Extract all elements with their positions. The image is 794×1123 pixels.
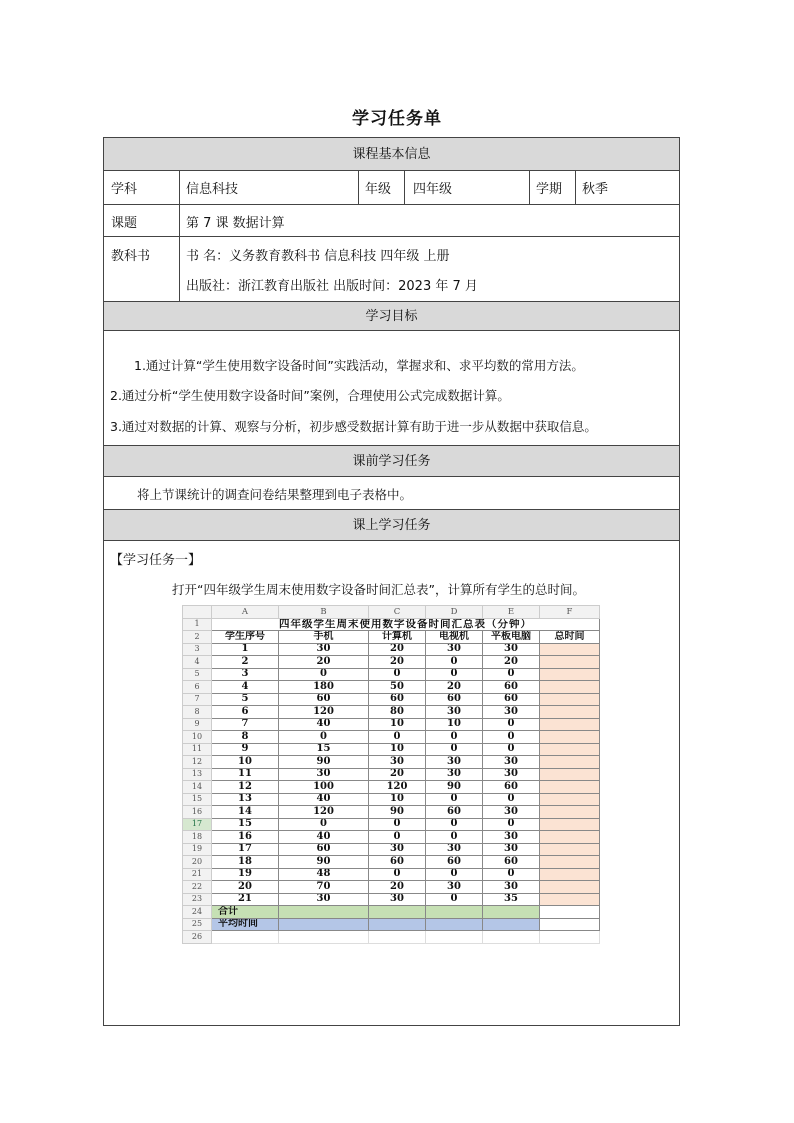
table-cell: 80 (369, 706, 426, 719)
table-cell: 8 (212, 731, 279, 744)
table-row (183, 668, 600, 681)
table-cell: 35 (483, 893, 540, 906)
row-number: 20 (183, 856, 212, 869)
table-row (183, 781, 600, 794)
table-cell: 10 (369, 743, 426, 756)
table-cell: 12 (212, 781, 279, 794)
row-number: 6 (183, 681, 212, 694)
total-cell (540, 856, 600, 869)
table-row (183, 631, 600, 644)
table-cell: 30 (483, 843, 540, 856)
goal-2: 2.通过分析“学生使用数字设备时间”案例，合理使用公式完成数据计算。 (110, 388, 510, 403)
table-cell: 30 (426, 881, 483, 894)
table-cell: 60 (279, 843, 369, 856)
table-cell: 120 (279, 706, 369, 719)
grade-value: 四年级 (413, 182, 453, 197)
table-cell: 0 (426, 656, 483, 669)
row-number: 17 (183, 818, 212, 831)
textbook-label: 教科书 (111, 249, 151, 264)
table-cell: 0 (426, 731, 483, 744)
table-cell: 20 (369, 881, 426, 894)
table-row (183, 806, 600, 819)
table-cell: 3 (212, 668, 279, 681)
row-number: 1 (183, 618, 212, 631)
table-cell: 20 (426, 681, 483, 694)
table-row (183, 743, 600, 756)
table-cell: 40 (279, 831, 369, 844)
column-letter: D (426, 606, 483, 619)
table-cell: 14 (212, 806, 279, 819)
table-cell: 13 (212, 793, 279, 806)
section-goals: 学习目标 (104, 301, 679, 331)
table-cell: 10 (369, 793, 426, 806)
table-cell: 20 (212, 881, 279, 894)
table-cell: 0 (279, 731, 369, 744)
spreadsheet-grid (182, 605, 600, 944)
corner-cell (183, 606, 212, 619)
table-row (183, 656, 600, 669)
row-number: 16 (183, 806, 212, 819)
table-cell: 20 (483, 656, 540, 669)
sum-cell (540, 906, 600, 919)
total-cell (540, 643, 600, 656)
table-cell: 0 (483, 868, 540, 881)
table-cell: 90 (279, 756, 369, 769)
column-header: 总时间 (540, 631, 600, 644)
total-cell (540, 693, 600, 706)
row-number: 25 (183, 918, 212, 931)
table-cell: 90 (279, 856, 369, 869)
row-number: 7 (183, 693, 212, 706)
table-cell: 10 (212, 756, 279, 769)
table-cell: 90 (426, 781, 483, 794)
row-number: 24 (183, 906, 212, 919)
table-cell: 50 (369, 681, 426, 694)
sum-cell (426, 906, 483, 919)
table-row (183, 831, 600, 844)
table-cell: 30 (483, 881, 540, 894)
table-row (183, 756, 600, 769)
average-cell (426, 918, 483, 931)
pre-task-text: 将上节课统计的调查问卷结果整理到电子表格中。 (137, 487, 413, 502)
subject-value: 信息科技 (186, 182, 239, 197)
table-cell: 180 (279, 681, 369, 694)
total-cell (540, 843, 600, 856)
table-row (183, 618, 600, 631)
table-cell: 60 (426, 693, 483, 706)
table-cell: 100 (279, 781, 369, 794)
table-cell: 30 (279, 768, 369, 781)
table-cell: 30 (483, 706, 540, 719)
term-value: 秋季 (582, 182, 609, 197)
section-basic-info: 课程基本信息 (104, 138, 679, 171)
table-cell: 0 (426, 868, 483, 881)
table-cell: 15 (279, 743, 369, 756)
spreadsheet-image (182, 605, 599, 941)
column-header: 电视机 (426, 631, 483, 644)
table-cell: 30 (426, 756, 483, 769)
row-number: 5 (183, 668, 212, 681)
empty-cell (279, 931, 369, 944)
column-letter: E (483, 606, 540, 619)
empty-cell (540, 931, 600, 944)
table-cell: 60 (279, 693, 369, 706)
row-number: 26 (183, 931, 212, 944)
table-cell: 0 (483, 743, 540, 756)
column-header: 计算机 (369, 631, 426, 644)
table-row (183, 856, 600, 869)
table-cell: 30 (426, 843, 483, 856)
column-header: 手机 (279, 631, 369, 644)
table-cell: 18 (212, 856, 279, 869)
table-cell: 30 (483, 768, 540, 781)
table-cell: 7 (212, 718, 279, 731)
table-cell: 30 (279, 643, 369, 656)
total-cell (540, 706, 600, 719)
page-title: 学习任务单 (352, 109, 442, 129)
column-letter: B (279, 606, 369, 619)
total-cell (540, 718, 600, 731)
total-cell (540, 743, 600, 756)
table-cell: 90 (369, 806, 426, 819)
table-cell: 1 (212, 643, 279, 656)
table-cell: 20 (369, 643, 426, 656)
row-number: 22 (183, 881, 212, 894)
column-header: 学生序号 (212, 631, 279, 644)
table-cell: 20 (369, 768, 426, 781)
divider (104, 236, 679, 237)
row-number: 2 (183, 631, 212, 644)
divider (404, 171, 405, 204)
table-cell: 6 (212, 706, 279, 719)
table-cell: 0 (426, 668, 483, 681)
row-number: 15 (183, 793, 212, 806)
average-label: 平均时间 (212, 918, 279, 931)
total-cell (540, 731, 600, 744)
table-cell: 60 (483, 856, 540, 869)
average-cell (369, 918, 426, 931)
task1-text: 打开“四年级学生周末使用数字设备时间汇总表”，计算所有学生的总时间。 (172, 582, 585, 597)
table-cell: 0 (279, 818, 369, 831)
table-row (183, 881, 600, 894)
table-cell: 120 (279, 806, 369, 819)
table-cell: 0 (369, 818, 426, 831)
total-cell (540, 756, 600, 769)
table-cell: 4 (212, 681, 279, 694)
table-cell: 30 (426, 768, 483, 781)
row-number: 8 (183, 706, 212, 719)
table-cell: 60 (369, 693, 426, 706)
sum-cell (483, 906, 540, 919)
table-row (183, 731, 600, 744)
table-cell: 2 (212, 656, 279, 669)
sum-cell (369, 906, 426, 919)
table-cell: 21 (212, 893, 279, 906)
table-cell: 40 (279, 793, 369, 806)
sum-row (183, 906, 600, 919)
average-cell (483, 918, 540, 931)
table-cell: 48 (279, 868, 369, 881)
average-cell (540, 918, 600, 931)
total-cell (540, 668, 600, 681)
row-number: 12 (183, 756, 212, 769)
term-label: 学期 (536, 182, 563, 197)
row-number: 18 (183, 831, 212, 844)
textbook-publisher: 出版社：浙江教育出版社 出版时间：2023 年 7 月 (186, 279, 478, 294)
table-cell: 20 (369, 656, 426, 669)
table-cell: 70 (279, 881, 369, 894)
empty-cell (426, 931, 483, 944)
textbook-name: 书 名：义务教育教科书 信息科技 四年级 上册 (186, 249, 450, 264)
table-cell: 30 (369, 843, 426, 856)
row-number: 21 (183, 868, 212, 881)
table-cell: 0 (426, 743, 483, 756)
table-cell: 19 (212, 868, 279, 881)
total-cell (540, 656, 600, 669)
table-row (183, 681, 600, 694)
table-cell: 30 (483, 806, 540, 819)
table-cell: 0 (369, 668, 426, 681)
total-cell (540, 806, 600, 819)
row-number: 11 (183, 743, 212, 756)
total-cell (540, 681, 600, 694)
table-cell: 60 (483, 681, 540, 694)
table-cell: 15 (212, 818, 279, 831)
goal-1: 1.通过计算“学生使用数字设备时间”实践活动，掌握求和、求平均数的常用方法。 (134, 358, 584, 373)
table-cell: 0 (483, 731, 540, 744)
goal-3: 3.通过对数据的计算、观察与分析，初步感受数据计算有助于进一步从数据中获取信息。 (110, 419, 597, 434)
table-row (183, 693, 600, 706)
table-cell: 5 (212, 693, 279, 706)
total-cell (540, 768, 600, 781)
table-cell: 60 (426, 856, 483, 869)
table-cell: 30 (369, 893, 426, 906)
column-letter: F (540, 606, 600, 619)
table-cell: 9 (212, 743, 279, 756)
row-number: 9 (183, 718, 212, 731)
table-cell: 120 (369, 781, 426, 794)
row-number: 13 (183, 768, 212, 781)
table-cell: 60 (483, 693, 540, 706)
divider (358, 171, 359, 204)
empty-cell (483, 931, 540, 944)
divider (575, 171, 576, 204)
table-cell: 16 (212, 831, 279, 844)
table-row (183, 868, 600, 881)
table-cell: 0 (426, 893, 483, 906)
table-cell: 30 (483, 831, 540, 844)
sum-cell (279, 906, 369, 919)
table-cell: 30 (369, 756, 426, 769)
table-cell: 0 (426, 793, 483, 806)
table-cell: 0 (483, 718, 540, 731)
total-cell (540, 893, 600, 906)
subject-label: 学科 (111, 182, 138, 197)
table-row (183, 818, 600, 831)
total-cell (540, 818, 600, 831)
table-cell: 60 (426, 806, 483, 819)
average-cell (279, 918, 369, 931)
column-header-row (183, 606, 600, 619)
column-letter: C (369, 606, 426, 619)
total-cell (540, 881, 600, 894)
total-cell (540, 781, 600, 794)
table-cell: 0 (369, 731, 426, 744)
table-cell: 20 (279, 656, 369, 669)
table-cell: 0 (369, 868, 426, 881)
task1-heading: 【学习任务一】 (110, 553, 202, 568)
table-cell: 0 (369, 831, 426, 844)
table-row (183, 843, 600, 856)
table-cell: 10 (369, 718, 426, 731)
column-header: 平板电脑 (483, 631, 540, 644)
table-cell: 60 (483, 781, 540, 794)
average-row (183, 918, 600, 931)
table-row (183, 893, 600, 906)
table-cell: 0 (483, 793, 540, 806)
table-cell: 60 (369, 856, 426, 869)
divider (104, 204, 679, 205)
column-letter: A (212, 606, 279, 619)
table-cell: 30 (279, 893, 369, 906)
section-in-class: 课上学习任务 (104, 509, 679, 541)
table-row (183, 793, 600, 806)
table-row (183, 718, 600, 731)
sheet-title: 四年级学生周末使用数字设备时间汇总表（分钟） (212, 618, 600, 631)
total-cell (540, 868, 600, 881)
table-cell: 0 (483, 818, 540, 831)
table-cell: 0 (426, 818, 483, 831)
table-row (183, 706, 600, 719)
row-number: 4 (183, 656, 212, 669)
empty-cell (369, 931, 426, 944)
total-cell (540, 793, 600, 806)
table-cell: 11 (212, 768, 279, 781)
table-cell: 30 (483, 756, 540, 769)
row-number: 14 (183, 781, 212, 794)
table-row (183, 931, 600, 944)
row-number: 23 (183, 893, 212, 906)
table-cell: 30 (483, 643, 540, 656)
table-cell: 40 (279, 718, 369, 731)
table-cell: 17 (212, 843, 279, 856)
table-cell: 0 (426, 831, 483, 844)
divider (529, 171, 530, 204)
row-number: 19 (183, 843, 212, 856)
empty-cell (212, 931, 279, 944)
topic-label: 课题 (111, 216, 138, 231)
topic-value: 第 7 课 数据计算 (186, 216, 285, 231)
row-number: 3 (183, 643, 212, 656)
total-cell (540, 831, 600, 844)
table-cell: 0 (483, 668, 540, 681)
section-pre-task: 课前学习任务 (104, 445, 679, 477)
grade-label: 年级 (365, 182, 392, 197)
table-row (183, 768, 600, 781)
table-cell: 30 (426, 706, 483, 719)
table-row (183, 643, 600, 656)
table-cell: 10 (426, 718, 483, 731)
table-cell: 0 (279, 668, 369, 681)
row-number: 10 (183, 731, 212, 744)
table-cell: 30 (426, 643, 483, 656)
sum-label: 合计 (212, 906, 279, 919)
